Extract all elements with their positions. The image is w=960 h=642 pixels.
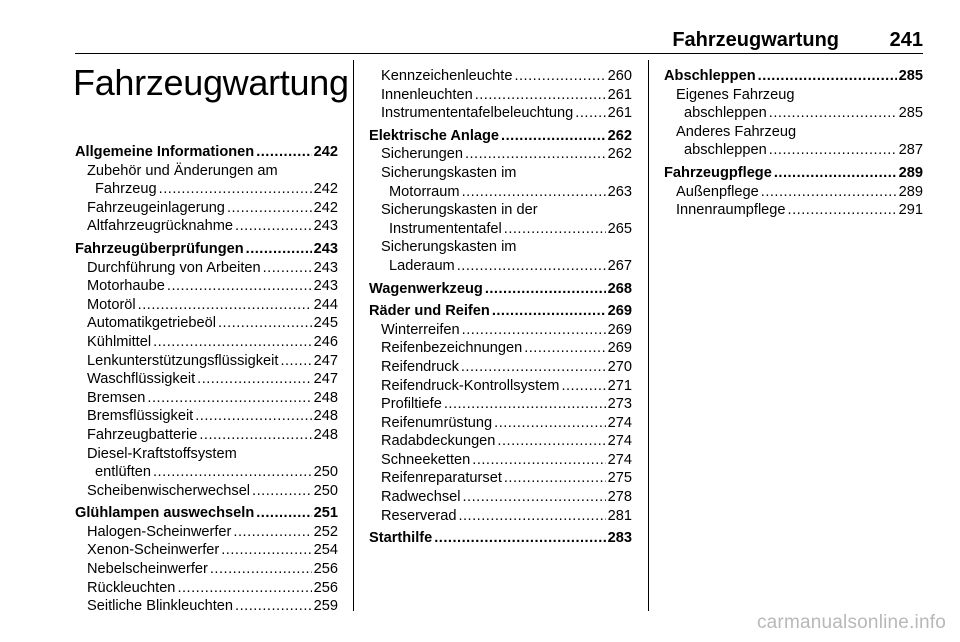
- toc-dot-leader: [218, 314, 312, 333]
- toc-dot-leader: [769, 141, 897, 160]
- toc-page-number: 263: [607, 183, 632, 200]
- toc-page-number: 265: [607, 220, 632, 237]
- toc-entry-title: Bremsen: [87, 389, 146, 406]
- toc-dot-leader: [514, 67, 605, 86]
- toc-entry-title: Fahrzeugbatterie: [87, 426, 198, 443]
- toc-entry-title: Altfahrzeugrücknahme: [87, 218, 234, 235]
- toc-section-entry[interactable]: [75, 143, 338, 162]
- toc-dot-leader: [497, 432, 605, 451]
- toc-dot-leader: [504, 469, 606, 488]
- toc-dot-leader: [461, 358, 606, 377]
- toc-entry-line: Sicherungskasten in der: [381, 202, 538, 219]
- toc-entry-title: abschleppen: [684, 142, 767, 159]
- toc-entry-title: Reifendruck-Kontrollsystem: [381, 377, 560, 394]
- toc-entry[interactable]: [369, 339, 632, 358]
- toc-page-number: 261: [607, 105, 632, 122]
- toc-entry[interactable]: [369, 488, 632, 507]
- toc-entry[interactable]: [75, 482, 338, 501]
- toc-page-number: 247: [313, 352, 338, 369]
- toc-entry-title: Fahrzeugeinlagerung: [87, 199, 225, 216]
- toc-dot-leader: [462, 321, 606, 340]
- header-divider: [75, 53, 923, 54]
- toc-entry-title: Radwechsel: [381, 489, 461, 506]
- toc-entry[interactable]: [75, 407, 338, 426]
- toc-entry-title: Rückleuchten: [87, 579, 176, 596]
- toc-entry[interactable]: [75, 259, 338, 278]
- toc-entry[interactable]: [75, 370, 338, 389]
- toc-page-number: 243: [313, 278, 338, 295]
- toc-entry[interactable]: [75, 217, 338, 236]
- toc-page-number: 285: [898, 68, 923, 84]
- toc-entry[interactable]: [75, 180, 338, 199]
- toc-entry[interactable]: [369, 507, 632, 526]
- toc-dot-leader: [210, 560, 312, 579]
- toc-entry-title: Schneeketten: [381, 451, 471, 468]
- toc-page-number: 267: [607, 257, 632, 274]
- toc-entry-title: Lenkunterstützungsflüssigkeit: [87, 352, 279, 369]
- toc-entry[interactable]: [369, 358, 632, 377]
- toc-dot-leader: [458, 507, 605, 526]
- toc-entry-title: Durchführung von Arbeiten: [87, 259, 261, 276]
- toc-entry[interactable]: [75, 199, 338, 218]
- toc-dot-leader: [434, 529, 605, 548]
- toc-dot-leader: [761, 183, 897, 202]
- toc-entry[interactable]: [664, 141, 923, 160]
- toc-dot-leader: [235, 597, 312, 616]
- toc-entry[interactable]: [369, 257, 632, 276]
- toc-section-entry[interactable]: [75, 240, 338, 259]
- toc-dot-leader: [256, 504, 311, 523]
- toc-dot-leader: [153, 463, 312, 482]
- toc-entry-title: Innenleuchten: [381, 86, 473, 103]
- column-divider-2: [648, 60, 649, 611]
- toc-entry-title: Wagenwerkzeug: [369, 280, 483, 297]
- toc-page-number: 274: [607, 433, 632, 450]
- toc-column-1: [75, 143, 338, 616]
- toc-section-entry[interactable]: [75, 504, 338, 523]
- toc-entry-line: Diesel-Kraftstoffsystem: [87, 445, 237, 462]
- toc-entry[interactable]: [75, 333, 338, 352]
- toc-entry-title: Sicherungen: [381, 146, 463, 163]
- toc-dot-leader: [494, 414, 606, 433]
- toc-dot-leader: [758, 67, 897, 86]
- toc-page-number: 268: [607, 280, 632, 297]
- toc-page-number: 278: [607, 489, 632, 506]
- toc-entry[interactable]: [664, 201, 923, 220]
- toc-dot-leader: [195, 407, 311, 426]
- toc-entry-title: Winterreifen: [381, 321, 460, 338]
- toc-section-entry[interactable]: [369, 529, 632, 548]
- toc-dot-leader: [472, 451, 605, 470]
- toc-entry-title: Kühlmittel: [87, 333, 152, 350]
- toc-page-number: 242: [313, 199, 338, 216]
- toc-entry[interactable]: [369, 414, 632, 433]
- toc-dot-leader: [788, 201, 897, 220]
- toc-page-number: 260: [607, 68, 632, 84]
- toc-entry-title: Halogen-Scheinwerfer: [87, 523, 232, 540]
- toc-page-number: 289: [898, 183, 923, 200]
- toc-entry-title: Instrumententafelbeleuchtung: [381, 105, 574, 122]
- toc-page-number: 275: [607, 470, 632, 487]
- toc-page-number: 243: [313, 218, 338, 235]
- toc-dot-leader: [227, 199, 312, 218]
- toc-entry[interactable]: [75, 352, 338, 371]
- toc-page-number: 291: [898, 202, 923, 219]
- toc-page-number: 269: [607, 340, 632, 357]
- toc-entry[interactable]: [664, 183, 923, 202]
- toc-page-number: 243: [313, 259, 338, 276]
- toc-dot-leader: [138, 296, 312, 315]
- toc-page-number: 248: [313, 426, 338, 443]
- toc-dot-leader: [235, 217, 312, 236]
- toc-page-number: 256: [313, 579, 338, 596]
- toc-entry[interactable]: [369, 183, 632, 202]
- toc-page-number: 281: [607, 507, 632, 524]
- running-header-title: Fahrzeugwartung: [672, 29, 839, 51]
- toc-entry[interactable]: [664, 104, 923, 123]
- toc-entry-title: Fahrzeug: [95, 181, 157, 198]
- toc-page-number: 243: [313, 240, 338, 257]
- column-divider-1: [353, 60, 354, 611]
- toc-entry[interactable]: [369, 67, 632, 86]
- toc-section-entry[interactable]: [369, 280, 632, 299]
- toc-dot-leader: [246, 240, 312, 259]
- toc-entry-title: Räder und Reifen: [369, 303, 490, 320]
- toc-dot-leader: [256, 143, 311, 162]
- toc-entry[interactable]: [75, 597, 338, 616]
- toc-entry-title: Außenpflege: [676, 183, 759, 200]
- toc-entry-title: Reifenumrüstung: [381, 414, 493, 431]
- toc-entry-title: Innenraumpflege: [676, 202, 786, 219]
- toc-page-number: 274: [607, 451, 632, 468]
- toc-entry-line: Sicherungskasten im: [381, 164, 517, 181]
- toc-dot-leader: [774, 164, 897, 183]
- toc-entry[interactable]: [75, 389, 338, 408]
- toc-dot-leader: [147, 389, 311, 408]
- toc-entry-title: Abschleppen: [664, 68, 756, 84]
- toc-entry-line: Eigenes Fahrzeug: [676, 86, 795, 103]
- toc-dot-leader: [561, 377, 605, 396]
- toc-dot-leader: [463, 488, 606, 507]
- toc-entry-title: Allgemeine Informationen: [75, 144, 255, 160]
- toc-page-number: 287: [898, 142, 923, 159]
- toc-dot-leader: [197, 370, 312, 389]
- watermark-text: carmanualsonline.info: [756, 612, 946, 633]
- toc-page-number: 259: [313, 598, 338, 615]
- toc-entry-title: Elektrische Anlage: [369, 127, 500, 144]
- toc-entry-line: Sicherungskasten im: [381, 239, 517, 256]
- toc-entry-title: Radabdeckungen: [381, 433, 496, 450]
- toc-dot-leader: [485, 280, 606, 299]
- toc-entry[interactable]: [369, 451, 632, 470]
- toc-dot-leader: [524, 339, 605, 358]
- toc-entry-title: Motorraum: [389, 183, 460, 200]
- toc-dot-leader: [465, 145, 606, 164]
- toc-page-number: 256: [313, 561, 338, 578]
- toc-entry-title: Kennzeichenleuchte: [381, 68, 513, 84]
- toc-dot-leader: [475, 86, 606, 105]
- toc-dot-leader: [462, 183, 606, 202]
- toc-column-3: [664, 67, 923, 220]
- toc-section-entry[interactable]: [369, 127, 632, 146]
- toc-page-number: 242: [313, 181, 338, 198]
- toc-entry[interactable]: [75, 541, 338, 560]
- toc-entry[interactable]: [369, 377, 632, 396]
- toc-dot-leader: [252, 482, 312, 501]
- toc-dot-leader: [159, 180, 312, 199]
- toc-page-number: 262: [607, 127, 632, 144]
- toc-entry[interactable]: [369, 104, 632, 123]
- toc-page-number: 248: [313, 389, 338, 406]
- toc-page-number: 274: [607, 414, 632, 431]
- toc-entry[interactable]: [75, 579, 338, 598]
- toc-entry[interactable]: [75, 277, 338, 296]
- toc-entry-title: Instrumententafel: [389, 220, 502, 237]
- toc-dot-leader: [444, 395, 606, 414]
- toc-dot-leader: [457, 257, 606, 276]
- toc-dot-leader: [501, 127, 606, 146]
- toc-dot-leader: [263, 259, 312, 278]
- toc-entry-title: entlüften: [95, 464, 151, 481]
- toc-dot-leader: [492, 302, 606, 321]
- toc-dot-leader: [769, 104, 897, 123]
- toc-dot-leader: [221, 541, 311, 560]
- toc-entry-title: Reifendruck: [381, 358, 459, 375]
- toc-dot-leader: [167, 277, 312, 296]
- toc-page-number: 246: [313, 333, 338, 350]
- toc-dot-leader: [280, 352, 311, 371]
- toc-entry[interactable]: [369, 321, 632, 340]
- toc-page-number: 254: [313, 542, 338, 559]
- toc-entry[interactable]: [369, 432, 632, 451]
- toc-entry[interactable]: [369, 220, 632, 239]
- toc-entry[interactable]: [75, 426, 338, 445]
- toc-entry-title: Reifenbezeichnungen: [381, 340, 523, 357]
- toc-entry-title: Seitliche Blinkleuchten: [87, 598, 234, 615]
- toc-dot-leader: [153, 333, 312, 352]
- toc-page-number: 283: [607, 530, 632, 547]
- toc-page-number: 273: [607, 396, 632, 413]
- toc-page-number: 245: [313, 315, 338, 332]
- toc-page-number: 271: [607, 377, 632, 394]
- toc-page-number: 270: [607, 358, 632, 375]
- toc-entry[interactable]: [369, 86, 632, 105]
- toc-entry-title: Nebelscheinwerfer: [87, 561, 208, 578]
- toc-entry-line: Zubehör und Änderungen am: [87, 162, 278, 179]
- toc-page-number: 250: [313, 482, 338, 499]
- toc-page-number: 289: [898, 164, 923, 181]
- chapter-title: Fahrzeugwartung: [73, 62, 349, 103]
- toc-page-number: 248: [313, 408, 338, 425]
- toc-page-number: 261: [607, 86, 632, 103]
- toc-entry-title: Profiltiefe: [381, 396, 442, 413]
- toc-dot-leader: [504, 220, 606, 239]
- toc-entry-title: Scheibenwischerwechsel: [87, 482, 251, 499]
- toc-page-number: 244: [313, 296, 338, 313]
- toc-page-number: 269: [607, 321, 632, 338]
- toc-entry-title: Automatikgetriebeöl: [87, 315, 216, 332]
- toc-page-number: 247: [313, 371, 338, 388]
- toc-page-number: 252: [313, 523, 338, 540]
- toc-entry-title: Motoröl: [87, 296, 136, 313]
- toc-entry-title: Reifenreparaturset: [381, 470, 502, 487]
- toc-entry-title: Laderaum: [389, 257, 455, 274]
- toc-section-entry[interactable]: [664, 164, 923, 183]
- toc-entry-title: Reserverad: [381, 507, 457, 524]
- toc-dot-leader: [199, 426, 311, 445]
- toc-page-number: 242: [313, 144, 338, 160]
- toc-section-entry[interactable]: [369, 302, 632, 321]
- toc-page-number: 285: [898, 105, 923, 122]
- toc-dot-leader: [233, 523, 311, 542]
- toc-dot-leader: [575, 104, 605, 123]
- toc-entry[interactable]: [75, 296, 338, 315]
- toc-entry[interactable]: [369, 469, 632, 488]
- page-number: 241: [889, 29, 923, 51]
- toc-entry[interactable]: [75, 314, 338, 333]
- toc-entry[interactable]: [369, 395, 632, 414]
- toc-entry-line: Anderes Fahrzeug: [676, 123, 797, 140]
- toc-entry-title: Starthilfe: [369, 530, 433, 547]
- toc-page-number: 269: [607, 303, 632, 320]
- toc-entry[interactable]: [75, 560, 338, 579]
- toc-entry-title: Fahrzeugpflege: [664, 164, 772, 181]
- toc-entry-title: Bremsflüssigkeit: [87, 408, 194, 425]
- toc-entry[interactable]: [75, 463, 338, 482]
- toc-dot-leader: [177, 579, 311, 598]
- toc-entry-title: Motorhaube: [87, 278, 165, 295]
- toc-entry-title: Fahrzeugüberprüfungen: [75, 240, 244, 257]
- toc-entry-title: Waschflüssigkeit: [87, 371, 196, 388]
- toc-entry-title: Glühlampen auswechseln: [75, 505, 255, 522]
- toc-section-entry[interactable]: [664, 67, 923, 86]
- toc-entry[interactable]: [75, 523, 338, 542]
- toc-column-2: [369, 67, 632, 548]
- toc-entry-title: Xenon-Scheinwerfer: [87, 542, 220, 559]
- toc-entry-title: abschleppen: [684, 105, 767, 122]
- toc-page-number: 250: [313, 464, 338, 481]
- toc-entry[interactable]: [369, 145, 632, 164]
- toc-page-number: 251: [313, 505, 338, 522]
- toc-page-number: 262: [607, 146, 632, 163]
